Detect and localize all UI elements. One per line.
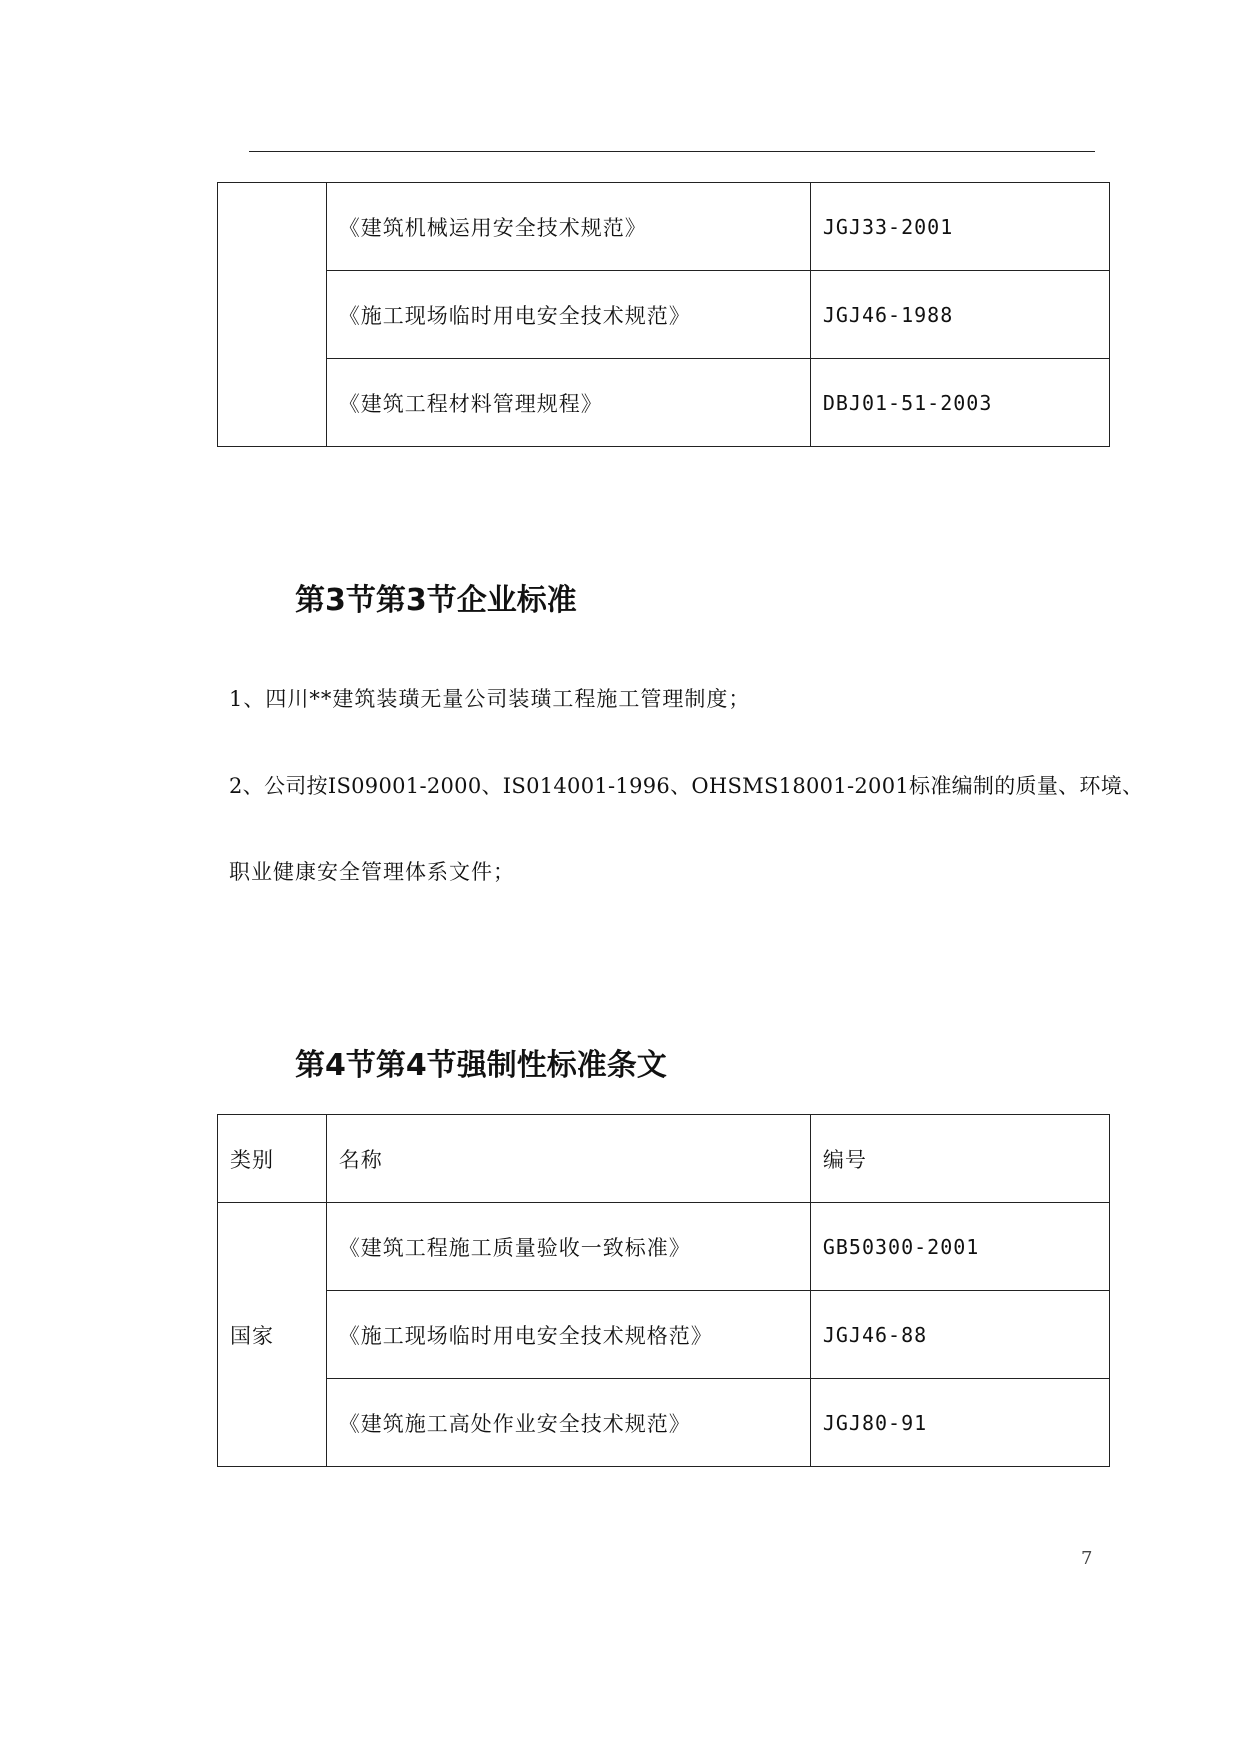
table-row xyxy=(218,271,1110,359)
table-row xyxy=(218,1379,1110,1467)
standard-name-cell: 《建筑施工高处作业安全技术规范》 xyxy=(326,1379,810,1467)
standards-table-continued xyxy=(217,182,1110,447)
table-row xyxy=(218,183,1110,271)
page-number: 7 xyxy=(1081,1548,1093,1569)
paragraph-1: 1、四川**建筑装璜无量公司装璜工程施工管理制度； xyxy=(229,687,751,711)
standard-code-cell: JGJ46-88 xyxy=(810,1291,1109,1379)
mandatory-standards-table xyxy=(217,1114,1110,1467)
table-row xyxy=(218,359,1110,447)
standard-name-cell: 《施工现场临时用电安全技术规格范》 xyxy=(326,1291,810,1379)
standard-code-cell: JGJ46-1988 xyxy=(810,271,1109,359)
header-rule xyxy=(249,151,1095,152)
table-row xyxy=(218,1291,1110,1379)
header-code: 编号 xyxy=(810,1115,1109,1203)
standard-name-cell: 《建筑工程材料管理规程》 xyxy=(326,359,810,447)
category-cell: 国家 xyxy=(218,1203,327,1467)
standard-name-cell: 《施工现场临时用电安全技术规范》 xyxy=(326,271,810,359)
table-header-row xyxy=(218,1115,1110,1203)
header-category: 类别 xyxy=(218,1115,327,1203)
section-3-heading: 第3节第3节企业标准 xyxy=(295,583,577,618)
standard-code-cell: GB50300-2001 xyxy=(810,1203,1109,1291)
standard-code-cell: DBJ01-51-2003 xyxy=(810,359,1109,447)
standard-name-cell: 《建筑工程施工质量验收一致标准》 xyxy=(326,1203,810,1291)
paragraph-2-line-1: 2、公司按IS09001-2000、IS014001-1996、OHSMS18001-2001标准编制的质量、环境、 xyxy=(229,774,1144,798)
table-row xyxy=(218,1203,1110,1291)
standard-name-cell: 《建筑机械运用安全技术规范》 xyxy=(326,183,810,271)
section-4-heading: 第4节第4节强制性标准条文 xyxy=(295,1048,667,1083)
category-cell xyxy=(218,183,327,447)
paragraph-2-line-2: 职业健康安全管理体系文件； xyxy=(229,860,515,884)
standard-code-cell: JGJ80-91 xyxy=(810,1379,1109,1467)
standard-code-cell: JGJ33-2001 xyxy=(810,183,1109,271)
header-name: 名称 xyxy=(326,1115,810,1203)
